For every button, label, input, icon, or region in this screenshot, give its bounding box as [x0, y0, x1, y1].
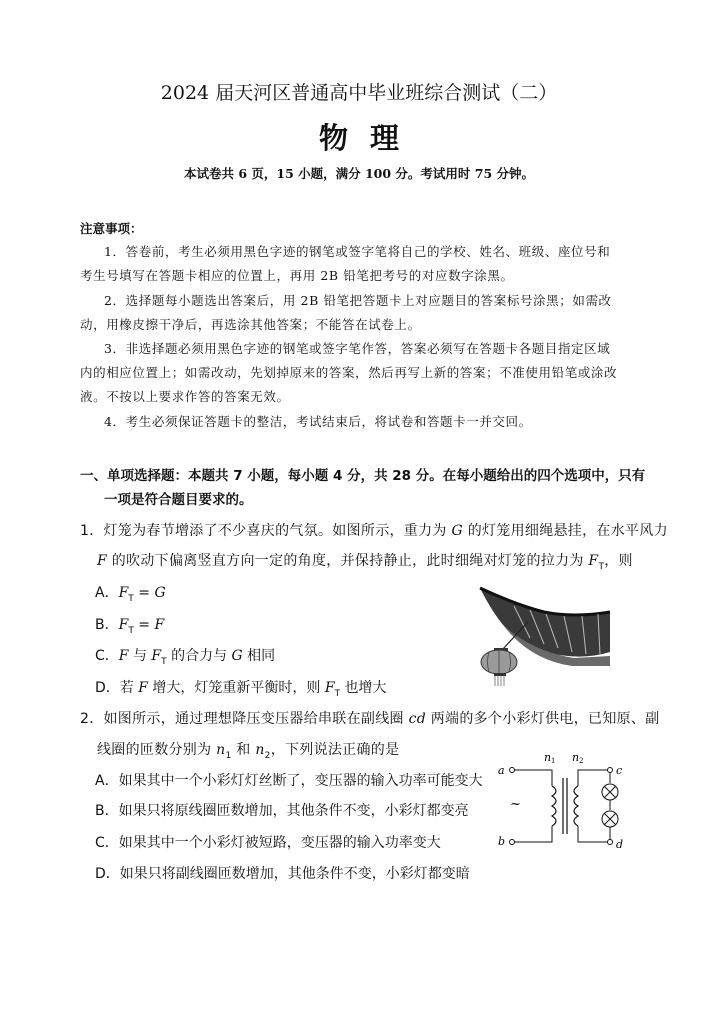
terminal-d-label: d: [616, 838, 624, 851]
question-2-option-d: D．如果只将副线圈匝数增加，其他条件不变，小彩灯都变暗: [95, 866, 470, 882]
n1-label: n: [544, 751, 552, 764]
question-1-option-c: C．F 与 $F_T$ 的合力与 G 相同: [95, 648, 276, 667]
question-2-stem-cont: 线圈的匝数分别为 $n_1$ 和 $n_2$，下列说法正确的是: [97, 742, 400, 761]
question-2-option-a: A．如果其中一个小彩灯灯丝断了，变压器的输入功率可能变大: [95, 773, 483, 789]
terminal-b-label: b: [498, 835, 506, 848]
notice-heading: 注意事项：: [80, 221, 143, 236]
notice-line: 1．答卷前，考生必须用黑色字迹的钢笔或签字笔将自己的学校、姓名、班级、座位号和: [104, 244, 611, 259]
question-1-stem-cont: F 的吹动下偏离竖直方向一定的角度，并保持静止，此时细绳对灯笼的拉力为 $F_T$，则: [97, 553, 633, 572]
notice-line: 2．选择题每小题选出答案后，用 2B 铅笔把答题卡上对应题目的答案标号涂黑；如需改: [104, 293, 612, 308]
notice-line: 考生号填写在答题卡相应的位置上，再用 2B 铅笔把考号的对应数字涂黑。: [80, 268, 514, 283]
question-1-option-b: B．$F_T = F$: [95, 617, 165, 636]
question-2-option-c: C．如果其中一个小彩灯被短路，变压器的输入功率变大: [95, 835, 441, 851]
question-1-stem: 1．灯笼为春节增添了不少喜庆的气氛。如图所示，重力为 G 的灯笼用细绳悬挂，在水平风力: [80, 523, 668, 539]
n2-subscript: 2: [579, 757, 584, 765]
notice-line: 3．非选择题必须用黑色字迹的钢笔或签字笔作答，答案必须写在答题卡各题目指定区域: [104, 341, 611, 356]
n1-subscript: 1: [551, 757, 556, 765]
exam-title: 2024 届天河区普通高中毕业班综合测试（二）: [160, 82, 558, 104]
section-heading-cont: 一项是符合题目要求的。: [104, 492, 253, 508]
terminal-a-label: a: [498, 764, 505, 777]
notice-line: 内的相应位置上；如需改动，先划掉原来的答案，然后再写上新的答案；不准使用铅笔或涂改: [80, 365, 618, 380]
ac-source-symbol: ~: [510, 797, 521, 812]
subject-title: 物理: [318, 121, 421, 155]
n2-label: n: [572, 751, 580, 764]
terminal-c-label: c: [616, 764, 623, 777]
question-1-option-d: D．若 F 增大，灯笼重新平衡时，则 $F_T$ 也增大: [95, 680, 387, 699]
exam-info: 本试卷共 6 页，15 小题，满分 100 分。考试用时 75 分钟。: [183, 166, 535, 181]
lantern-figure: [474, 582, 612, 688]
notice-line: 液。不按以上要求作答的答案无效。: [80, 389, 290, 404]
section-heading: 一、单项选择题：本题共 7 小题，每小题 4 分，共 28 分。在每小题给出的四个选项中，只有: [80, 468, 646, 484]
transformer-circuit-figure: [496, 750, 636, 854]
notice-line: 动，用橡皮擦干净后，再选涂其他答案；不能答在试卷上。: [80, 317, 421, 332]
question-1-option-a: A．$F_T = G$: [95, 585, 166, 604]
question-2-stem: 2．如图所示，通过理想降压变压器给串联在副线圈 cd 两端的多个小彩灯供电，已知原、副: [80, 711, 660, 727]
notice-line: 4．考生必须保证答题卡的整洁，考试结束后，将试卷和答题卡一并交回。: [104, 414, 532, 429]
question-2-option-b: B．如果只将原线圈匝数增加，其他条件不变，小彩灯都变亮: [95, 803, 469, 819]
